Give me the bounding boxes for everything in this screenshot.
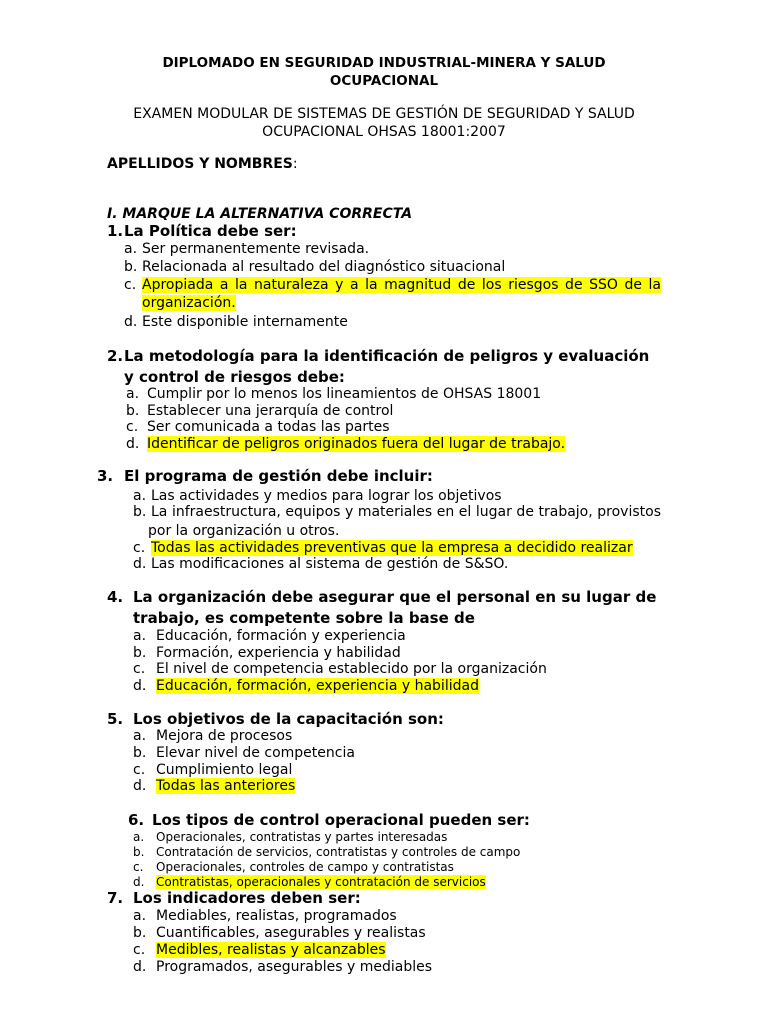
- question-text-4-continuation: trabajo, es competente sobre la base de: [133, 609, 475, 627]
- answer-highlight: Educación, formación, experiencia y habilidad: [156, 678, 479, 694]
- option-text: Mejora de procesos: [156, 728, 293, 744]
- option-text: Este disponible internamente: [142, 314, 348, 330]
- option-text: Ser comunicada a todas las partes: [147, 419, 390, 435]
- option-letter: b.: [133, 645, 147, 661]
- option-text: Cuantificables, asegurables y realistas: [156, 925, 426, 941]
- question-number-3: 3.: [97, 467, 114, 485]
- option-text-continuation: por la organización u otros.: [148, 523, 340, 539]
- option-text: Cumplir por lo menos los lineamientos de OHSAS 18001: [147, 386, 542, 402]
- answer-highlight: Todas las actividades preventivas que la empresa a decidido realizar: [151, 540, 633, 556]
- question-text-5: Los objetivos de la capacitación son:: [133, 710, 444, 728]
- option-letter: a.: [133, 908, 147, 924]
- option-text: Establecer una jerarquía de control: [147, 403, 394, 419]
- option-letter: c.: [133, 942, 146, 958]
- option-text-highlighted: [142, 278, 661, 292]
- option-text: Relacionada al resultado del diagnóstico situacional: [142, 259, 506, 275]
- option-letter: c.: [133, 661, 146, 677]
- option-text: Las actividades y medios para lograr los objetivos: [151, 488, 502, 504]
- option-letter: c.: [126, 419, 139, 435]
- subtitle-line-2: OCUPACIONAL OHSAS 18001:2007: [262, 124, 506, 140]
- option-text: Las modificaciones al sistema de gestión de S&SO.: [151, 556, 509, 572]
- option-text: La infraestructura, equipos y materiales en el lugar de trabajo, provistos: [151, 504, 661, 520]
- question-number-2: 2.: [107, 347, 124, 365]
- option-letter: a.: [124, 241, 138, 257]
- option-letter: d.: [133, 778, 147, 794]
- option-text: Mediables, realistas, programados: [156, 908, 397, 924]
- question-number-7: 7.: [107, 889, 124, 907]
- option-text: Contratación de servicios, contratistas y controles de campo: [156, 845, 521, 859]
- option-letter: c.: [133, 860, 144, 874]
- option-text-highlighted: [147, 437, 565, 451]
- question-number-6: 6.: [128, 811, 145, 829]
- question-text-2: La metodología para la identificación de peligros y evaluación: [124, 347, 650, 365]
- question-number-5: 5.: [107, 710, 124, 728]
- question-text-1: La Política debe ser:: [124, 222, 297, 240]
- option-letter: c.: [133, 762, 146, 778]
- question-text-4: La organización debe asegurar que el personal en su lugar de: [133, 588, 657, 606]
- option-text-highlighted: [151, 541, 633, 555]
- option-letter: b.: [133, 845, 145, 859]
- option-text: Educación, formación y experiencia: [156, 628, 406, 644]
- question-number-1: 1.: [107, 222, 124, 240]
- title-line-1: DIPLOMADO EN SEGURIDAD INDUSTRIAL-MINERA Y SALUD: [162, 55, 606, 71]
- option-text: El nivel de competencia establecido por la organización: [156, 661, 547, 677]
- option-text: Formación, experiencia y habilidad: [156, 645, 401, 661]
- option-text: Cumplimiento legal: [156, 762, 293, 778]
- option-letter: a.: [133, 488, 147, 504]
- option-letter: d.: [133, 875, 145, 889]
- option-letter: d.: [133, 959, 147, 975]
- question-text-3: El programa de gestión debe incluir:: [124, 467, 433, 485]
- option-letter: b.: [124, 259, 138, 275]
- option-text-highlighted: [156, 943, 386, 957]
- option-text-highlighted: [156, 876, 486, 888]
- answer-highlight: Contratistas, operacionales y contratación de servicios: [156, 875, 486, 889]
- option-text: Operacionales, controles de campo y contratistas: [156, 860, 454, 874]
- option-letter: b.: [133, 745, 147, 761]
- option-text-highlighted: [156, 679, 479, 693]
- option-letter: b.: [133, 925, 147, 941]
- option-text-highlighted: [156, 779, 295, 793]
- answer-highlight: organización.: [142, 295, 236, 311]
- option-text: Programados, asegurables y mediables: [156, 959, 433, 975]
- option-text-continuation: [142, 296, 236, 310]
- option-letter: d.: [126, 436, 140, 452]
- answer-highlight: Medibles, realistas y alcanzables: [156, 942, 386, 958]
- section-heading: I. MARQUE LA ALTERNATIVA CORRECTA: [107, 206, 413, 222]
- option-text: Ser permanentemente revisada.: [142, 241, 370, 257]
- option-text: Operacionales, contratistas y partes interesadas: [156, 830, 448, 844]
- answer-highlight: Todas las anteriores: [156, 778, 296, 794]
- question-text-7: Los indicadores deben ser:: [133, 889, 361, 907]
- question-text-6: Los tipos de control operacional pueden ser:: [152, 811, 530, 829]
- option-letter: c.: [133, 540, 146, 556]
- option-letter: a.: [133, 628, 147, 644]
- subtitle-line-1: EXAMEN MODULAR DE SISTEMAS DE GESTIÓN DE SEGURIDAD Y SALUD: [133, 106, 635, 122]
- name-label: APELLIDOS Y NOMBRES: [107, 156, 293, 172]
- option-letter: a.: [133, 728, 147, 744]
- title-line-2: OCUPACIONAL: [329, 73, 439, 89]
- question-number-4: 4.: [107, 588, 124, 606]
- option-letter: d.: [133, 678, 147, 694]
- answer-highlight: Identificar de peligros originados fuera del lugar de trabajo.: [147, 436, 566, 452]
- option-text: Elevar nivel de competencia: [156, 745, 355, 761]
- option-letter: d.: [133, 556, 147, 572]
- option-letter: c.: [124, 277, 137, 293]
- name-field: [107, 157, 298, 171]
- answer-highlight: Apropiada a la naturaleza y a la magnitud de los riesgos de SSO de la: [142, 277, 661, 293]
- option-letter: b.: [126, 403, 140, 419]
- question-text-2-continuation: y control de riesgos debe:: [124, 368, 345, 386]
- name-colon: :: [292, 156, 298, 172]
- option-letter: b.: [133, 504, 147, 520]
- option-letter: a.: [133, 830, 145, 844]
- option-letter: d.: [124, 314, 138, 330]
- option-letter: a.: [126, 386, 140, 402]
